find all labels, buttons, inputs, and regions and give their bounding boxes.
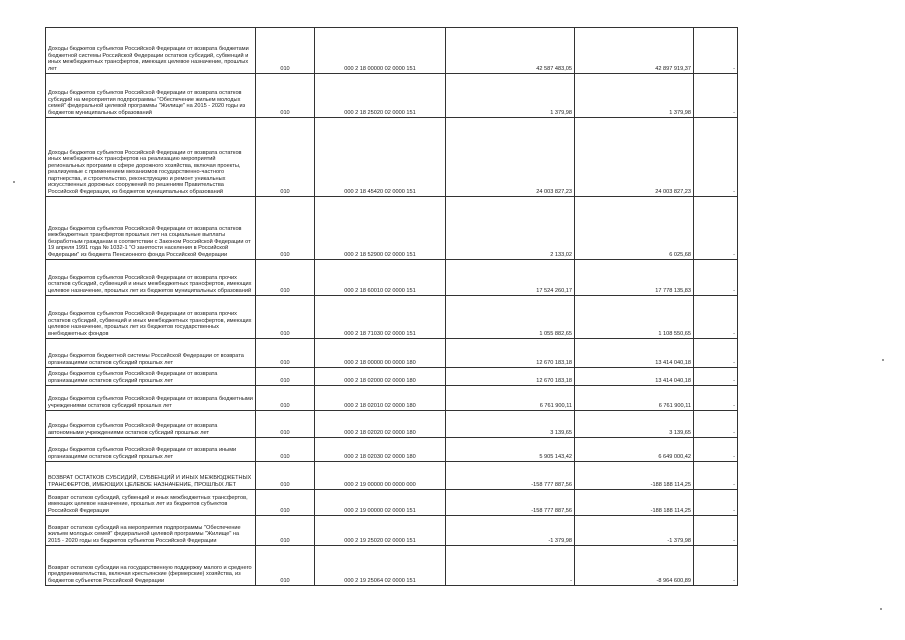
row-description xyxy=(46,28,256,74)
row-description-text: Возврат остатков субсидии на государственную поддержку малого и среднего предпринимательства, включая крестьянские (фермерские) хозяйства, из бюджетов субъектов Российской Федерации xyxy=(48,564,252,584)
row-amount-approved xyxy=(446,546,575,586)
row-amount-executed xyxy=(575,386,694,411)
row-description-text: Доходы бюджетов субъектов Российской Федерации от возврата иными организациями остатков субсидий прошлых лет xyxy=(48,447,237,460)
row-line-code-text: 010 xyxy=(280,188,290,195)
row-amount-approved-text: 12 670 183,18 xyxy=(536,377,572,384)
row-amount-executed-text: 6 649 000,42 xyxy=(658,453,691,460)
table-row xyxy=(46,490,738,516)
row-amount-unexecuted xyxy=(694,546,738,586)
row-line-code xyxy=(256,74,315,118)
row-budget-code xyxy=(315,516,446,546)
row-description xyxy=(46,462,256,490)
row-amount-executed-text: 3 139,65 xyxy=(669,429,691,436)
row-description xyxy=(46,438,256,462)
row-line-code-text: 010 xyxy=(280,481,290,488)
income-table-body xyxy=(46,28,738,586)
row-line-code xyxy=(256,386,315,411)
row-amount-executed-text: 42 897 919,37 xyxy=(655,65,691,72)
row-budget-code xyxy=(315,546,446,586)
row-amount-approved xyxy=(446,516,575,546)
row-description-text: Доходы бюджетов субъектов Российской Федерации от возврата остатков межбюджетных трансфертов прошлых лет на социальные выплаты безработным гражданам в соответствии с Законом Российской Федерации от 19 апреля 1991 года № 1032-1 "О занятости населения в Российской Федерации" из бюджета Пенсионного фонда Российской Федерации xyxy=(48,225,251,258)
row-amount-approved-text: 17 524 260,17 xyxy=(536,287,572,294)
table-row xyxy=(46,260,738,296)
table-row xyxy=(46,74,738,118)
row-description-text: Доходы бюджетов субъектов Российской Федерации от возврата прочих остатков субсидий, субвенций и иных межбюджетных трансфертов, имеющих целевое назначение, прошлых лет из бюджетов муниципальных образований xyxy=(48,274,252,294)
row-amount-unexecuted xyxy=(694,368,738,386)
row-amount-approved-text: -1 379,98 xyxy=(548,537,572,544)
row-amount-unexecuted xyxy=(694,339,738,368)
row-line-code-text: 010 xyxy=(280,453,290,460)
row-line-code xyxy=(256,490,315,516)
row-line-code-text: 010 xyxy=(280,251,290,258)
row-line-code xyxy=(256,516,315,546)
scan-speck xyxy=(13,181,15,183)
row-budget-code-text: 000 2 18 00000 02 0000 151 xyxy=(344,65,416,72)
row-amount-unexecuted xyxy=(694,490,738,516)
row-amount-executed xyxy=(575,28,694,74)
row-amount-approved xyxy=(446,462,575,490)
table-row xyxy=(46,339,738,368)
row-line-code-text: 010 xyxy=(280,507,290,514)
row-description xyxy=(46,386,256,411)
row-budget-code-text: 000 2 19 00000 02 0000 151 xyxy=(344,507,416,514)
row-description-text: Доходы бюджетов бюджетной системы Российской Федерации от возврата организациями остатков субсидий прошлых лет xyxy=(48,353,244,366)
row-line-code xyxy=(256,339,315,368)
row-description-text: Возврат остатков субсидий на мероприятия подпрограммы "Обеспечение жильем молодых семей" федеральной целевой программы "Жилище" на 2015 - 2020 годы из бюджетов субъектов Российской Федерации xyxy=(48,524,241,544)
row-line-code xyxy=(256,368,315,386)
row-amount-approved-text: 12 670 183,18 xyxy=(536,359,572,366)
row-amount-approved-text: 3 139,65 xyxy=(550,429,572,436)
row-budget-code xyxy=(315,197,446,260)
row-amount-unexecuted xyxy=(694,516,738,546)
row-description-text: Доходы бюджетов субъектов Российской Федерации от возврата прочих остатков субсидий, субвенций и иных межбюджетных трансфертов, имеющих целевое назначение, прошлых лет из бюджетов государственных внебюджетных фондов xyxy=(48,311,252,337)
row-amount-unexecuted xyxy=(694,28,738,74)
row-amount-executed-text: 1 108 550,65 xyxy=(658,330,691,337)
row-amount-approved xyxy=(446,197,575,260)
row-description xyxy=(46,197,256,260)
income-table xyxy=(45,27,738,586)
row-amount-executed-text: 13 414 040,18 xyxy=(655,377,691,384)
row-amount-unexecuted xyxy=(694,197,738,260)
row-description xyxy=(46,546,256,586)
row-amount-approved xyxy=(446,490,575,516)
row-budget-code-text: 000 2 18 02000 02 0000 180 xyxy=(344,377,416,384)
row-amount-executed-text: -1 379,98 xyxy=(667,537,691,544)
row-amount-executed xyxy=(575,339,694,368)
row-description-text: Доходы бюджетов субъектов Российской Федерации от возврата бюджетными учреждениями остатков субсидий прошлых лет xyxy=(48,396,253,409)
row-amount-executed-text: 1 379,98 xyxy=(669,109,691,116)
row-amount-unexecuted-text: - xyxy=(733,429,735,436)
row-amount-approved xyxy=(446,411,575,438)
row-description xyxy=(46,74,256,118)
row-budget-code xyxy=(315,490,446,516)
row-amount-executed xyxy=(575,296,694,339)
row-amount-unexecuted-text: - xyxy=(733,65,735,72)
row-description xyxy=(46,260,256,296)
row-budget-code-text: 000 2 18 02020 02 0000 180 xyxy=(344,429,416,436)
row-description-text: Доходы бюджетов субъектов Российской Федерации от возврата остатков иных межбюджетных трансфертов на реализацию мероприятий региональных программ в сфере дорожного хозяйства, включая проекты, реализуемые с применением механизмов государственно-частного партнерства, и строительство, реконструкцию и ремонт уникальных искусственных дорожных сооружений по решениям Правительства Российской Федерации, из бюджетов муниципальных образований xyxy=(48,149,242,195)
row-line-code xyxy=(256,296,315,339)
row-amount-executed xyxy=(575,546,694,586)
row-amount-unexecuted-text: - xyxy=(733,402,735,409)
row-description xyxy=(46,516,256,546)
row-amount-unexecuted-text: - xyxy=(733,109,735,116)
table-row xyxy=(46,462,738,490)
table-row xyxy=(46,516,738,546)
row-amount-approved-text: 5 905 143,42 xyxy=(539,453,572,460)
row-line-code xyxy=(256,462,315,490)
row-budget-code-text: 000 2 18 71030 02 0000 151 xyxy=(344,330,416,337)
table-row xyxy=(46,546,738,586)
row-budget-code xyxy=(315,438,446,462)
row-amount-executed-text: 24 003 827,23 xyxy=(655,188,691,195)
row-description-text: Доходы бюджетов субъектов Российской Федерации от возврата остатков субсидий на мероприятия подпрограммы "Обеспечение жильем молодых семей" федеральной целевой программы "Жилище" на 2015 - 2020 годы из бюджетов муниципальных образований xyxy=(48,90,246,116)
row-amount-unexecuted-text: - xyxy=(733,481,735,488)
row-amount-executed-text: -188 188 114,25 xyxy=(650,481,691,488)
row-amount-executed xyxy=(575,260,694,296)
row-amount-unexecuted-text: - xyxy=(733,377,735,384)
row-budget-code-text: 000 2 18 60010 02 0000 151 xyxy=(344,287,416,294)
row-budget-code xyxy=(315,74,446,118)
row-amount-unexecuted-text: - xyxy=(733,359,735,366)
row-budget-code-text: 000 2 18 00000 00 0000 180 xyxy=(344,359,416,366)
row-amount-executed-text: 6 761 900,11 xyxy=(658,402,691,409)
table-row xyxy=(46,368,738,386)
row-amount-approved xyxy=(446,438,575,462)
row-budget-code xyxy=(315,386,446,411)
table-row xyxy=(46,411,738,438)
row-budget-code xyxy=(315,118,446,197)
row-description xyxy=(46,296,256,339)
row-amount-executed xyxy=(575,490,694,516)
row-line-code-text: 010 xyxy=(280,537,290,544)
row-budget-code-text: 000 2 19 25064 02 0000 151 xyxy=(344,577,416,584)
row-line-code-text: 010 xyxy=(280,377,290,384)
row-line-code-text: 010 xyxy=(280,65,290,72)
table-row xyxy=(46,386,738,411)
row-amount-unexecuted xyxy=(694,74,738,118)
row-amount-approved xyxy=(446,296,575,339)
row-amount-executed-text: 6 025,68 xyxy=(669,251,691,258)
scan-speck xyxy=(880,608,882,610)
row-amount-approved-text: 42 587 483,05 xyxy=(536,65,572,72)
report-sheet xyxy=(45,27,735,586)
row-line-code xyxy=(256,118,315,197)
row-line-code xyxy=(256,546,315,586)
row-amount-unexecuted-text: - xyxy=(733,330,735,337)
row-amount-executed xyxy=(575,368,694,386)
row-amount-executed xyxy=(575,197,694,260)
row-amount-approved xyxy=(446,118,575,197)
row-description-text: Доходы бюджетов субъектов Российской Федерации от возврата автономными учреждениями остатков субсидий прошлых лет xyxy=(48,423,218,436)
row-amount-approved-text: -158 777 887,56 xyxy=(531,481,572,488)
row-amount-unexecuted xyxy=(694,411,738,438)
scan-speck xyxy=(882,359,884,361)
row-amount-unexecuted-text: - xyxy=(733,537,735,544)
row-budget-code-text: 000 2 18 25020 02 0000 151 xyxy=(344,109,416,116)
row-budget-code xyxy=(315,411,446,438)
row-amount-approved-text: -158 777 887,56 xyxy=(531,507,572,514)
row-budget-code xyxy=(315,462,446,490)
row-amount-executed-text: -8 964 600,89 xyxy=(656,577,691,584)
row-line-code-text: 010 xyxy=(280,359,290,366)
row-line-code-text: 010 xyxy=(280,402,290,409)
row-budget-code-text: 000 2 19 00000 00 0000 000 xyxy=(344,481,416,488)
row-amount-unexecuted xyxy=(694,438,738,462)
row-amount-unexecuted xyxy=(694,260,738,296)
row-description xyxy=(46,118,256,197)
row-description xyxy=(46,339,256,368)
row-line-code-text: 010 xyxy=(280,109,290,116)
row-budget-code xyxy=(315,296,446,339)
row-amount-executed xyxy=(575,516,694,546)
row-line-code xyxy=(256,260,315,296)
row-line-code xyxy=(256,197,315,260)
row-amount-approved-text: 1 055 882,65 xyxy=(539,330,572,337)
row-amount-executed xyxy=(575,74,694,118)
row-line-code xyxy=(256,438,315,462)
row-budget-code-text: 000 2 19 25020 02 0000 151 xyxy=(344,537,416,544)
row-amount-executed-text: 13 414 040,18 xyxy=(655,359,691,366)
table-row xyxy=(46,28,738,74)
row-amount-approved xyxy=(446,339,575,368)
row-amount-unexecuted xyxy=(694,462,738,490)
row-description xyxy=(46,368,256,386)
table-row xyxy=(46,296,738,339)
row-budget-code-text: 000 2 18 02030 02 0000 180 xyxy=(344,453,416,460)
row-amount-approved xyxy=(446,28,575,74)
row-line-code-text: 010 xyxy=(280,429,290,436)
row-amount-executed-text: 17 778 135,83 xyxy=(655,287,691,294)
row-amount-approved xyxy=(446,386,575,411)
row-line-code-text: 010 xyxy=(280,330,290,337)
row-amount-unexecuted xyxy=(694,118,738,197)
row-amount-approved xyxy=(446,260,575,296)
row-budget-code-text: 000 2 18 52900 02 0000 151 xyxy=(344,251,416,258)
row-budget-code-text: 000 2 18 02010 02 0000 180 xyxy=(344,402,416,409)
row-amount-executed-text: -188 188 114,25 xyxy=(650,507,691,514)
row-description-text: Возврат остатков субсидий, субвенций и иных межбюджетных трансфертов, имеющих целевое назначение, прошлых лет из бюджетов субъектов Российской Федерации xyxy=(48,494,248,514)
row-amount-unexecuted xyxy=(694,296,738,339)
row-line-code xyxy=(256,411,315,438)
row-budget-code xyxy=(315,368,446,386)
row-amount-executed xyxy=(575,438,694,462)
row-amount-executed xyxy=(575,411,694,438)
row-amount-unexecuted-text: - xyxy=(733,507,735,514)
row-budget-code-text: 000 2 18 45420 02 0000 151 xyxy=(344,188,416,195)
row-amount-executed xyxy=(575,118,694,197)
row-description-text: Доходы бюджетов субъектов Российской Федерации от возврата бюджетами бюджетной системы Российской Федерации остатков субсидий, субвенций и иных межбюджетных трансфертов, имеющих целевое назначение, прошлых лет xyxy=(48,46,249,72)
table-row xyxy=(46,197,738,260)
row-amount-approved-text: 24 003 827,23 xyxy=(536,188,572,195)
row-amount-unexecuted xyxy=(694,386,738,411)
row-line-code-text: 010 xyxy=(280,577,290,584)
table-row xyxy=(46,438,738,462)
row-line-code xyxy=(256,28,315,74)
row-budget-code xyxy=(315,339,446,368)
row-amount-unexecuted-text: - xyxy=(733,287,735,294)
row-amount-approved-text: 6 761 900,11 xyxy=(539,402,572,409)
row-amount-approved xyxy=(446,74,575,118)
row-amount-unexecuted-text: - xyxy=(733,251,735,258)
table-row xyxy=(46,118,738,197)
row-description xyxy=(46,411,256,438)
row-amount-executed xyxy=(575,462,694,490)
row-amount-approved-text: 1 379,98 xyxy=(550,109,572,116)
row-description-text: Доходы бюджетов субъектов Российской Федерации от возврата организациями остатков субсидий прошлых лет xyxy=(48,371,218,384)
row-amount-unexecuted-text: - xyxy=(733,188,735,195)
row-line-code-text: 010 xyxy=(280,287,290,294)
row-description xyxy=(46,490,256,516)
row-amount-approved-text: 2 133,02 xyxy=(550,251,572,258)
row-amount-unexecuted-text: - xyxy=(733,453,735,460)
row-budget-code xyxy=(315,28,446,74)
row-amount-unexecuted-text: - xyxy=(733,577,735,584)
row-amount-approved-text: - xyxy=(570,577,572,584)
row-description-text: ВОЗВРАТ ОСТАТКОВ СУБСИДИЙ, СУБВЕНЦИЙ И ИНЫХ МЕЖБЮДЖЕТНЫХ ТРАНСФЕРТОВ, ИМЕЮЩИХ ЦЕЛЕВОЕ НАЗНАЧЕНИЕ, ПРОШЛЫХ ЛЕТ xyxy=(48,475,252,488)
row-amount-approved xyxy=(446,368,575,386)
row-budget-code xyxy=(315,260,446,296)
